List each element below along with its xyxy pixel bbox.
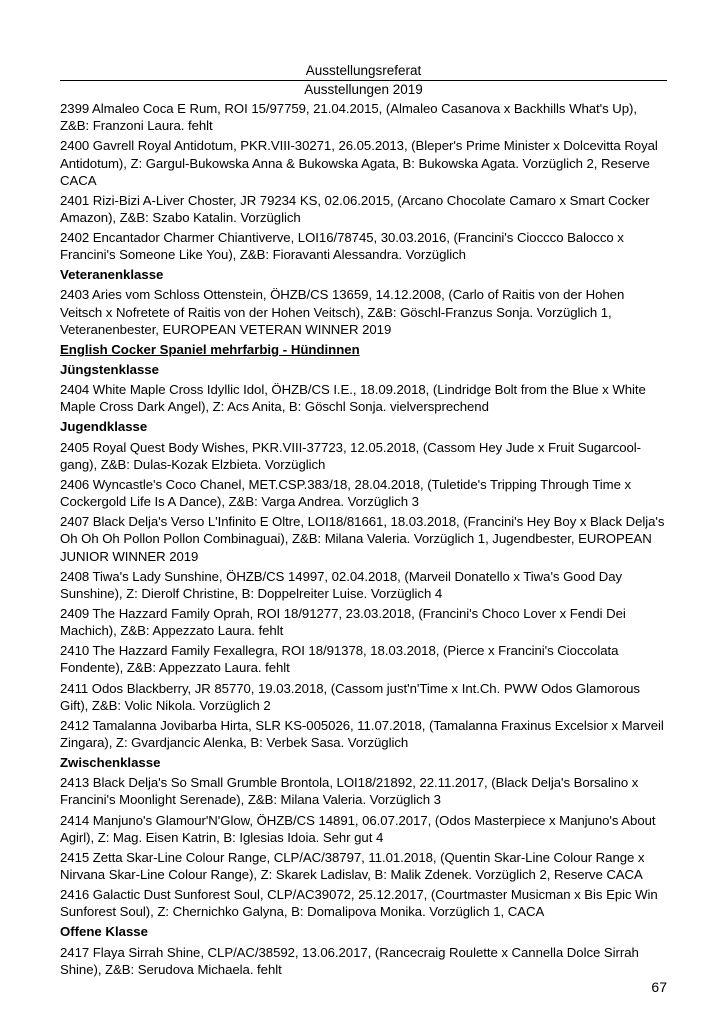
class-heading: Jugendklasse: [60, 419, 148, 435]
result-entry: 2405 Royal Quest Body Wishes, PKR.VIII-37723, 12.05.2018, (Cassom Hey Jude x Fruit Sugarcool-gang), Z&B: Dulas-Kozak Elzbieta. Vorzüglich: [60, 439, 642, 472]
result-entry: 2416 Galactic Dust Sunforest Soul, CLP/AC39072, 25.12.2017, (Courtmaster Musicman x Bis Epic Win Sunforest Soul), Z: Chernichko Galyna, B: Domalipova Monika. Vorzüglich 1, CACA: [60, 887, 658, 920]
result-entry: 2417 Flaya Sirrah Shine, CLP/AC/38592, 13.06.2017, (Rancecraig Roulette x Cannella Dolce Sirrah Shine), Z&B: Serudova Michaela. fehlt: [60, 944, 639, 977]
result-entry: 2411 Odos Blackberry, JR 85770, 19.03.2018, (Cassom just'n'Time x Int.Ch. PWW Odos Glamorous Gift), Z&B: Volic Nikola. Vorzüglich 2: [60, 680, 640, 713]
result-entry: 2410 The Hazzard Family Fexallegra, ROI 18/91378, 18.03.2018, (Pierce x Francini's Cioccolata Fondente), Z&B: Appezzato Laura. fehlt: [60, 643, 619, 676]
page-number: 67: [651, 979, 667, 995]
result-entry: 2400 Gavrell Royal Antidotum, PKR.VIII-30271, 26.05.2013, (Bleper's Prime Minister x Dolcevitta Royal Antidotum), Z: Gargul-Bukowska Anna & Bukowska Agata, B: Bukowska Agata. Vorzüglich 2, Reserve CACA: [60, 138, 658, 188]
header-title: Ausstellungsreferat: [305, 63, 422, 78]
result-entry: 2412 Tamalanna Jovibarba Hirta, SLR KS-005026, 11.07.2018, (Tamalanna Fraxinus Excelsior x Marveil Zingara), Z: Gvardjancic Alenka, B: Verbek Sasa. Vorzüglich: [60, 717, 664, 751]
result-entry: 2403 Aries vom Schloss Ottenstein, ÖHZB/CS 13659, 14.12.2008, (Carlo of Raitis von der Hohen Veitsch x Nofretete of Raitis von der Hohen Veitsch), Z&B: Göschl-Franzus Sonja. Vorzüglich 1, Veteranenbester, EUROPEAN VETERAN WINNER 2019: [60, 287, 625, 337]
class-heading: Veteranenklasse: [60, 267, 164, 283]
class-heading: Jüngstenklasse: [60, 362, 159, 378]
result-entry: 2414 Manjuno's Glamour'N'Glow, ÖHZB/CS 14891, 06.07.2017, (Odos Masterpiece x Manjuno's About Agirl), Z: Mag. Eisen Katrin, B: Iglesias Idoia. Sehr gut 4: [60, 812, 656, 845]
result-entry: 2406 Wyncastle's Coco Chanel, MET.CSP.383/18, 28.04.2018, (Tuletide's Tripping Through Time x Cockergold Life Is A Dance), Z&B: Varga Andrea. Vorzüglich 3: [60, 476, 632, 510]
result-entry: 2413 Black Delja's So Small Grumble Brontola, LOI18/21892, 22.11.2017, (Black Delja's Borsalino x Francini's Moonlight Serenade), Z&B: Milana Valeria. Vorzüglich 3: [60, 775, 639, 808]
result-entry: 2408 Tiwa's Lady Sunshine, ÖHZB/CS 14997, 02.04.2018, (Marveil Donatello x Tiwa's Good Day Sunshine), Z: Dierolf Christine, B: Doppelreiter Luise. Vorzüglich 4: [60, 568, 623, 601]
result-entry: 2409 The Hazzard Family Oprah, ROI 18/91277, 23.03.2018, (Francini's Choco Lover x Fendi Dei Machich), Z&B: Appezzato Laura. fehlt: [60, 605, 626, 639]
document-page: [60, 62, 667, 981]
result-entry: 2407 Black Delja's Verso L'Infinito E Oltre, LOI18/81661, 18.03.2018, (Francini's Hey Boy x Black Delja's Oh Oh Oh Pollon Pollon Combinaguai), Z&B: Milana Valeria. Vorzüglich 1, Jugendbester, EUROPEAN JUNIOR WINNER 2019: [60, 514, 665, 564]
class-heading: Offene Klasse: [60, 924, 148, 940]
result-entry: 2402 Encantador Charmer Chiantiverve, LOI16/78745, 30.03.2016, (Francini's Cioccco Balocco x Francini's Someone Like You), Z&B: Fioravanti Alessandra. Vorzüglich: [60, 230, 624, 263]
result-entry: 2399 Almaleo Coca E Rum, ROI 15/97759, 21.04.2015, (Almaleo Casanova x Backhills What's Up), Z&B: Franzoni Laura. fehlt: [60, 101, 638, 134]
result-entry: 2415 Zetta Skar-Line Colour Range, CLP/AC/38797, 11.01.2018, (Quentin Skar-Line Colour Range x Nirvana Skar-Line Colour Range), Z: Skarek Ladislav, B: Malik Zdenek. Vorzüglich 2, Reserve CACA: [60, 849, 645, 883]
result-entry: 2404 White Maple Cross Idyllic Idol, ÖHZB/CS I.E., 18.09.2018, (Lindridge Bolt from the Blue x White Maple Cross Dark Angel), Z: Acs Anita, B: Göschl Sonja. vielversprechend: [60, 382, 646, 415]
results-list: [60, 100, 667, 978]
class-heading: Zwischenklasse: [60, 755, 161, 771]
header-subtitle: Ausstellungen 2019: [304, 82, 423, 97]
result-entry: 2401 Rizi-Bizi A-Liver Choster, JR 79234 KS, 02.06.2015, (Arcano Chocolate Camaro x Smart Cocker Amazon), Z&B: Szabo Katalin. Vorzüglich: [60, 192, 650, 225]
breed-heading: English Cocker Spaniel mehrfarbig - Hündinnen: [60, 341, 360, 357]
